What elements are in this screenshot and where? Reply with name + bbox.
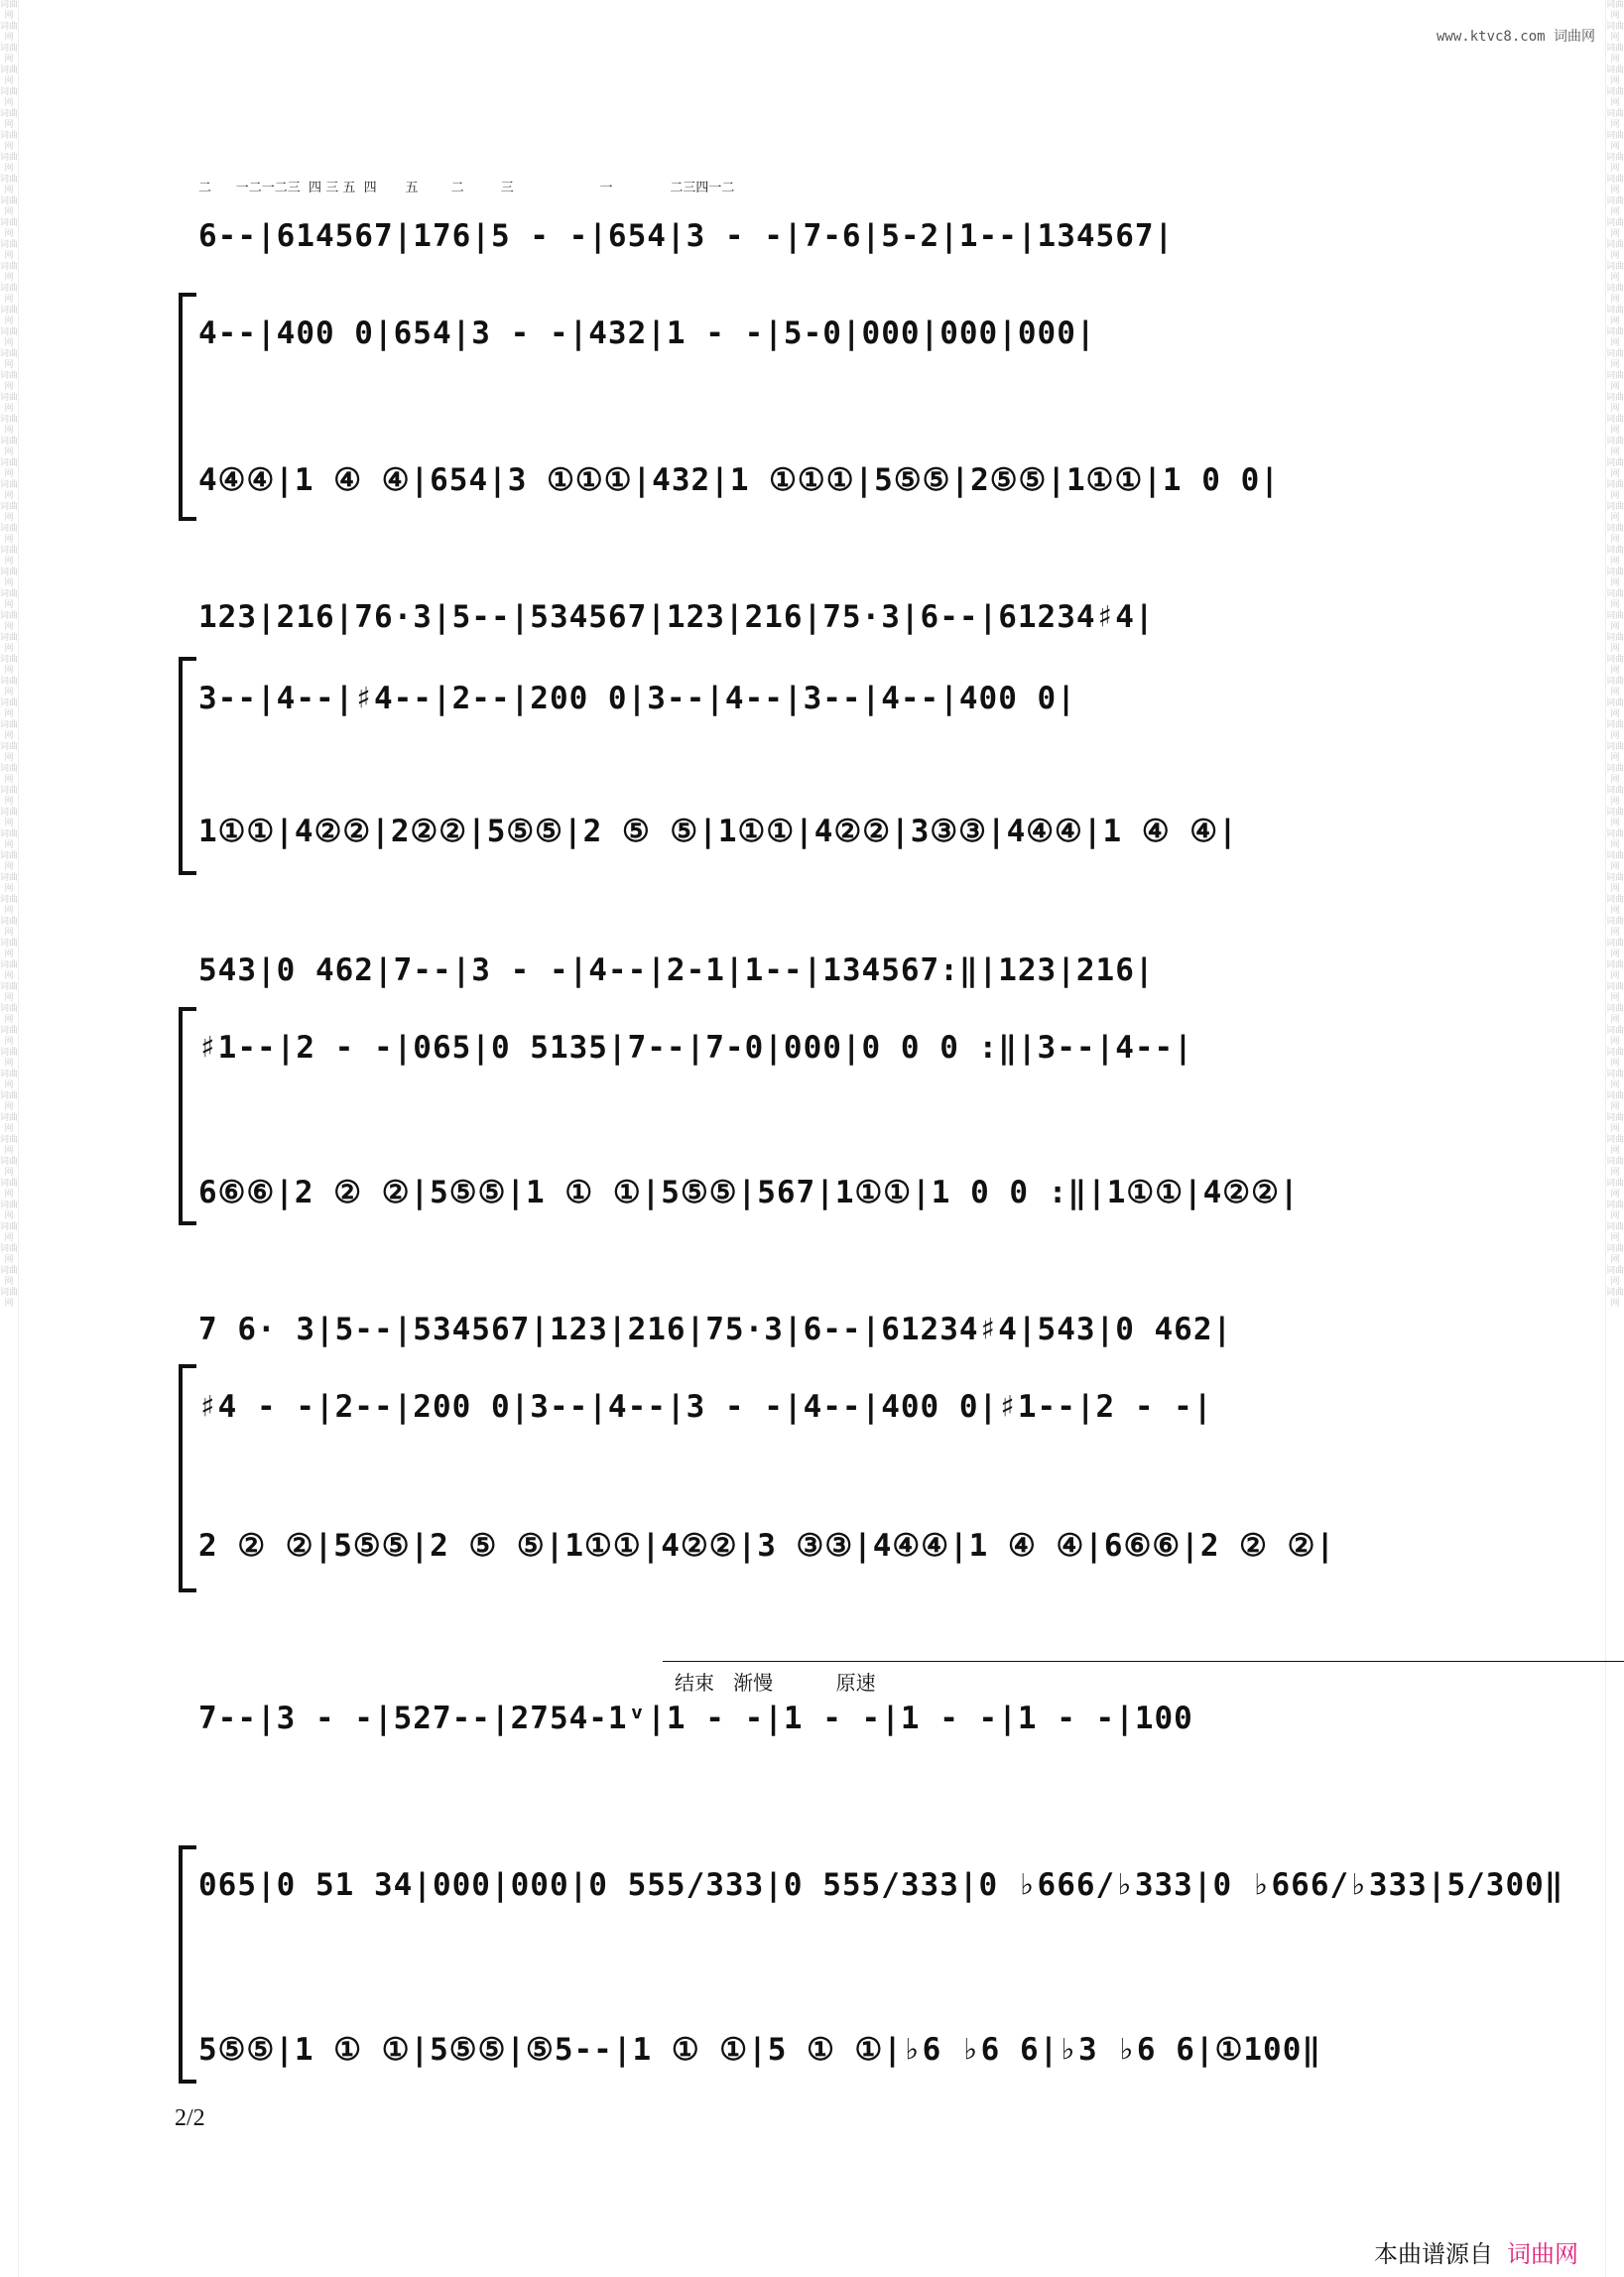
system-5-top-staff (198, 1673, 1458, 1772)
system-3-bottom-staff (198, 1175, 1458, 1224)
system-1-mid-staff (198, 316, 1458, 365)
harmony-line: ♯1--|2 - -|065|0 5135|7--|7-0|000|0 0 0 :‖|3--|4--| (198, 1030, 1193, 1066)
system-2-mid-staff (198, 681, 1458, 730)
footer-site-link[interactable]: 词曲网 (1507, 2240, 1578, 2268)
bass-line: 5⑤⑤|1 ① ①|5⑤⑤|⑤5--|1 ① ①|5 ① ①|♭6 ♭6 6|♭3 ♭6 6|①100‖ (198, 2032, 1322, 2068)
system-4-mid-staff (198, 1389, 1458, 1439)
left-watermark-strip: 词曲网 词曲网 词曲网 词曲网 词曲网 词曲网 词曲网 词曲网 词曲网 词曲网 词曲网 词曲网 词曲网 词曲网 词曲网 词曲网 词曲网 词曲网 词曲网 词曲网 词曲网 词曲网 词曲网 词曲网 词曲网 词曲网 词曲网 词曲网 词曲网 词曲网 词曲网 词曲网 词曲网 词曲网 词曲网 词曲网 词曲网 词曲网 词曲网 词曲网 词曲网 词曲网 词曲网 词曲网 词曲网 词曲网 词曲网 词曲网 词曲网 词曲网 词曲网 词曲网 词曲网 词曲网 词曲网 词曲网 词曲网 词曲网 词曲网 词曲网 (0, 0, 19, 2277)
melody-line: 7--|3 - -|527--|2754-1ᵛ|1 - -|1 - -|1 - -|1 - -|100 (198, 1701, 1193, 1736)
bass-line: 6⑥⑥|2 ② ②|5⑤⑤|1 ① ①|5⑤⑤|567|1①①|1 0 0 :‖|1①①|4②②| (198, 1175, 1300, 1210)
bass-line: 1①①|4②②|2②②|5⑤⑤|2 ⑤ ⑤|1①①|4②②|3③③|4④④|1 ④ ④| (198, 814, 1238, 849)
system-1-bottom-staff (198, 462, 1458, 512)
system-3-top-staff (198, 952, 1458, 1002)
melody-line: 7 6· 3|5--|534567|123|216|75·3|6--|61234♯4|543|0 462| (198, 1312, 1233, 1347)
bass-line: 2 ② ②|5⑤⑤|2 ⑤ ⑤|1①①|4②②|3 ③③|4④④|1 ④ ④|6⑥⑥|2 ② ②| (198, 1528, 1336, 1564)
melody-line: 6--|614567|176|5 - -|654|3 - -|7-6|5-2|1--|134567| (198, 218, 1175, 254)
system-4-top-staff (198, 1312, 1458, 1361)
source-footer (1374, 2234, 1578, 2269)
system-3-mid-staff (198, 1030, 1458, 1079)
harmony-line: 3--|4--|♯4--|2--|200 0|3--|4--|3--|4--|400 0| (198, 681, 1076, 716)
ending-bracket (663, 1661, 1624, 1662)
page-number: 2/2 (175, 2105, 205, 2131)
melody-line: 123|216|76·3|5--|534567|123|216|75·3|6--|61234♯4| (198, 599, 1155, 635)
harmony-line: 4--|400 0|654|3 - -|432|1 - -|5-0|000|000|000| (198, 316, 1096, 351)
site-watermark: www.ktvc8.com 词曲网 (1437, 29, 1596, 45)
harmony-line: 065|0 51 34|000|000|0 555/333|0 555/333|0 ♭666/♭333|0 ♭666/♭333|5/300‖ (198, 1867, 1564, 1903)
system-5-bottom-staff (198, 2032, 1458, 2082)
footer-prefix: 本曲谱源自 (1374, 2240, 1493, 2268)
system-5-mid-staff (198, 1867, 1564, 1917)
harmony-line: ♯4 - -|2--|200 0|3--|4--|3 - -|4--|400 0|♯1--|2 - -| (198, 1389, 1213, 1425)
system-2-bottom-staff (198, 814, 1458, 863)
right-watermark-strip: 词曲网 词曲网 词曲网 词曲网 词曲网 词曲网 词曲网 词曲网 词曲网 词曲网 词曲网 词曲网 词曲网 词曲网 词曲网 词曲网 词曲网 词曲网 词曲网 词曲网 词曲网 词曲网 词曲网 词曲网 词曲网 词曲网 词曲网 词曲网 词曲网 词曲网 词曲网 词曲网 词曲网 词曲网 词曲网 词曲网 词曲网 词曲网 词曲网 词曲网 词曲网 词曲网 词曲网 词曲网 词曲网 词曲网 词曲网 词曲网 词曲网 词曲网 词曲网 词曲网 词曲网 词曲网 词曲网 词曲网 词曲网 词曲网 词曲网 词曲网 (1605, 0, 1624, 2277)
system-2-top-staff (198, 599, 1458, 649)
bass-line: 4④④|1 ④ ④|654|3 ①①①|432|1 ①①①|5⑤⑤|2⑤⑤|1①①|1 0 0| (198, 462, 1280, 498)
system-1-indicators (198, 177, 1458, 206)
melody-line: 543|0 462|7--|3 - -|4--|2-1|1--|134567:‖|123|216| (198, 952, 1155, 988)
system-1-top-staff (198, 218, 1458, 268)
tempo-markings: 结束 渐慢 原速 (675, 1671, 876, 1695)
finger-indicators: 二 一二一二三 四 三 五 四 五 二 三 一 二三四一二 (198, 181, 735, 195)
system-4-bottom-staff (198, 1528, 1458, 1578)
